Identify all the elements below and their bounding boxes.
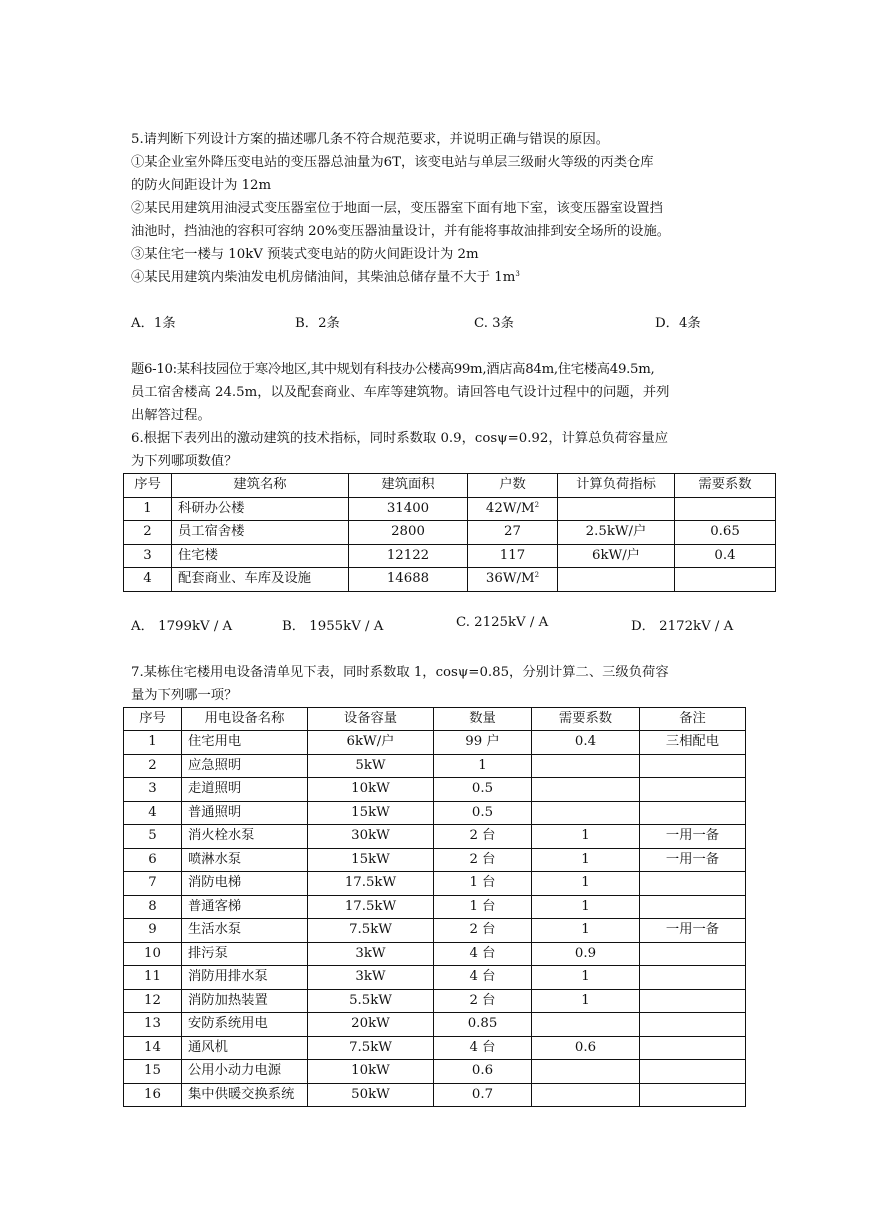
table-row bbox=[124, 1013, 746, 1037]
table-row bbox=[124, 568, 776, 592]
cell-remark bbox=[640, 942, 746, 966]
cell-capacity: 17.5kW bbox=[308, 872, 434, 896]
cell-no: 5 bbox=[124, 825, 182, 849]
cell-coef: 0.4 bbox=[532, 731, 640, 755]
choice-d[interactable]: D．4条 bbox=[655, 316, 701, 331]
cell-no: 4 bbox=[124, 801, 182, 825]
cell-remark bbox=[640, 801, 746, 825]
cell-device-name: 公用小动力电源 bbox=[182, 1060, 308, 1084]
cell-area: 14688 bbox=[349, 568, 468, 592]
q5-item: ③某住宅一楼与 10kV 预装式变电站的防火间距设计为 2m bbox=[131, 247, 479, 262]
cell-capacity: 30kW bbox=[308, 825, 434, 849]
cell-index bbox=[558, 568, 675, 592]
cell-device-name: 喷淋水泵 bbox=[182, 848, 308, 872]
cell-no: 3 bbox=[124, 778, 182, 802]
cell-quantity: 0.5 bbox=[434, 778, 532, 802]
intro-line: 题6-10:某科技园位于寒冷地区,其中规划有科技办公楼高99m,酒店高84m,住宅楼高49.5m, bbox=[131, 362, 655, 377]
choice-c[interactable]: C. 3条 bbox=[474, 316, 514, 331]
cell-capacity: 17.5kW bbox=[308, 895, 434, 919]
cell-coef: 1 bbox=[532, 989, 640, 1013]
cell-quantity: 0.85 bbox=[434, 1013, 532, 1037]
cell-device-name: 消防加热装置 bbox=[182, 989, 308, 1013]
table-row bbox=[124, 1060, 746, 1084]
q5-item: 的防火间距设计为 12m bbox=[131, 178, 272, 193]
cell-quantity: 0.5 bbox=[434, 801, 532, 825]
cell-capacity: 10kW bbox=[308, 1060, 434, 1084]
table-row bbox=[124, 731, 746, 755]
table-row bbox=[124, 497, 776, 521]
cell-coef bbox=[532, 754, 640, 778]
cell-quantity: 1 bbox=[434, 754, 532, 778]
cell-no: 13 bbox=[124, 1013, 182, 1037]
cell-quantity: 2 台 bbox=[434, 825, 532, 849]
cell-device-name: 普通客梯 bbox=[182, 895, 308, 919]
cell-coef: 0.9 bbox=[532, 942, 640, 966]
cell-no: 1 bbox=[124, 497, 172, 521]
cell-remark bbox=[640, 1083, 746, 1107]
cell-remark bbox=[640, 1036, 746, 1060]
cell-quantity: 2 台 bbox=[434, 919, 532, 943]
cell-index: 6kW/户 bbox=[558, 544, 675, 568]
table-row bbox=[124, 521, 776, 545]
cell-device-name: 住宅用电 bbox=[182, 731, 308, 755]
table-row bbox=[124, 778, 746, 802]
cell-coef: 1 bbox=[532, 895, 640, 919]
superscript: 2 bbox=[534, 500, 540, 509]
cell-name: 科研办公楼 bbox=[172, 497, 349, 521]
table-row bbox=[124, 872, 746, 896]
q7-table bbox=[123, 707, 746, 1108]
cell-households-text: 42W/M bbox=[485, 500, 535, 516]
choice-c[interactable]: C. 2125kV / A bbox=[456, 614, 549, 630]
cell-quantity: 1 台 bbox=[434, 872, 532, 896]
cell-remark: 一用一备 bbox=[640, 848, 746, 872]
cell-quantity: 4 台 bbox=[434, 966, 532, 990]
cell-no: 7 bbox=[124, 872, 182, 896]
table-row bbox=[124, 1083, 746, 1107]
choice-b[interactable]: B．2条 bbox=[295, 316, 340, 331]
choice-b[interactable]: B． 1955kV / A bbox=[282, 618, 384, 634]
cell-no: 15 bbox=[124, 1060, 182, 1084]
cell-coef: 1 bbox=[532, 872, 640, 896]
table-row bbox=[124, 848, 746, 872]
cell-households: 117 bbox=[468, 544, 558, 568]
cell-area: 2800 bbox=[349, 521, 468, 545]
cell-remark bbox=[640, 872, 746, 896]
cell-remark bbox=[640, 966, 746, 990]
cell-capacity: 6kW/户 bbox=[308, 731, 434, 755]
cell-remark: 一用一备 bbox=[640, 919, 746, 943]
cell-remark bbox=[640, 989, 746, 1013]
q5-item: ①某企业室外降压变电站的变压器总油量为6T，该变电站与单层三级耐火等级的丙类仓库 bbox=[131, 155, 654, 170]
cell-remark: 一用一备 bbox=[640, 825, 746, 849]
cell-remark bbox=[640, 895, 746, 919]
cell-device-name: 安防系统用电 bbox=[182, 1013, 308, 1037]
cell-device-name: 生活水泵 bbox=[182, 919, 308, 943]
cell-households bbox=[468, 568, 558, 592]
table-row bbox=[124, 801, 746, 825]
cell-coef bbox=[675, 497, 776, 521]
q6-title: 6.根据下表列出的激动建筑的技术指标，同时系数取 0.9，cosψ=0.92，计算总负荷容量应 bbox=[131, 431, 669, 446]
cell-quantity: 99 户 bbox=[434, 731, 532, 755]
q5-item bbox=[131, 266, 745, 289]
header-cell: 需要系数 bbox=[532, 707, 640, 731]
cell-device-name: 应急照明 bbox=[182, 754, 308, 778]
table-row bbox=[124, 966, 746, 990]
cell-no: 3 bbox=[124, 544, 172, 568]
table-header-row bbox=[124, 474, 776, 498]
cell-device-name: 走道照明 bbox=[182, 778, 308, 802]
cell-coef bbox=[532, 1060, 640, 1084]
cell-no: 2 bbox=[124, 754, 182, 778]
cell-coef: 1 bbox=[532, 848, 640, 872]
cell-no: 2 bbox=[124, 521, 172, 545]
table-header-row bbox=[124, 707, 746, 731]
cell-device-name: 消火栓水泵 bbox=[182, 825, 308, 849]
cell-coef: 1 bbox=[532, 825, 640, 849]
cell-quantity: 4 台 bbox=[434, 1036, 532, 1060]
cell-coef: 0.65 bbox=[675, 521, 776, 545]
q5-item4-text: ④某民用建筑内柴油发电机房储油间，其柴油总储存量不大于 1m bbox=[131, 270, 516, 285]
table-row bbox=[124, 544, 776, 568]
header-cell: 建筑面积 bbox=[349, 474, 468, 498]
cell-capacity: 50kW bbox=[308, 1083, 434, 1107]
cell-capacity: 5kW bbox=[308, 754, 434, 778]
header-cell: 需要系数 bbox=[675, 474, 776, 498]
cell-capacity: 5.5kW bbox=[308, 989, 434, 1013]
cell-coef: 1 bbox=[532, 919, 640, 943]
q6-choices bbox=[131, 615, 745, 638]
cell-coef bbox=[532, 1013, 640, 1037]
cell-no: 16 bbox=[124, 1083, 182, 1107]
intro-line: 员工宿舍楼高 24.5m，以及配套商业、车库等建筑物。请回答电气设计过程中的问题，并列 bbox=[131, 385, 670, 400]
header-cell: 序号 bbox=[124, 707, 182, 731]
table-row bbox=[124, 989, 746, 1013]
choice-d[interactable]: D． 2172kV / A bbox=[631, 618, 734, 634]
cell-name: 员工宿舍楼 bbox=[172, 521, 349, 545]
cell-households-text: 36W/M bbox=[485, 571, 535, 587]
cell-capacity: 15kW bbox=[308, 801, 434, 825]
header-cell: 用电设备名称 bbox=[182, 707, 308, 731]
table-row bbox=[124, 895, 746, 919]
superscript: 2 bbox=[534, 571, 540, 580]
cell-device-name: 普通照明 bbox=[182, 801, 308, 825]
cell-capacity: 7.5kW bbox=[308, 1036, 434, 1060]
cell-remark bbox=[640, 754, 746, 778]
cell-name: 配套商业、车库及设施 bbox=[172, 568, 349, 592]
q7-title: 7.某栋住宅楼用电设备清单见下表，同时系数取 1，cosψ=0.85，分别计算二、三级负荷容 bbox=[131, 664, 669, 680]
cell-quantity: 0.7 bbox=[434, 1083, 532, 1107]
cell-no: 11 bbox=[124, 966, 182, 990]
cell-no: 10 bbox=[124, 942, 182, 966]
document-page bbox=[131, 128, 752, 1107]
cell-coef: 0.4 bbox=[675, 544, 776, 568]
cell-quantity: 2 台 bbox=[434, 848, 532, 872]
cell-households: 27 bbox=[468, 521, 558, 545]
cell-no: 1 bbox=[124, 731, 182, 755]
cell-device-name: 通风机 bbox=[182, 1036, 308, 1060]
cell-quantity: 4 台 bbox=[434, 942, 532, 966]
cell-capacity: 3kW bbox=[308, 966, 434, 990]
cell-index bbox=[558, 497, 675, 521]
cell-capacity: 15kW bbox=[308, 848, 434, 872]
cell-device-name: 消防电梯 bbox=[182, 872, 308, 896]
choice-a[interactable]: A．1条 bbox=[131, 316, 176, 331]
cell-coef bbox=[675, 568, 776, 592]
cell-area: 31400 bbox=[349, 497, 468, 521]
q6-title: 为下列哪项数值？ bbox=[131, 454, 238, 469]
cell-name: 住宅楼 bbox=[172, 544, 349, 568]
cell-remark bbox=[640, 778, 746, 802]
cell-capacity: 7.5kW bbox=[308, 919, 434, 943]
cell-no: 6 bbox=[124, 848, 182, 872]
cell-remark: 三相配电 bbox=[640, 731, 746, 755]
cell-quantity: 2 台 bbox=[434, 989, 532, 1013]
table-row bbox=[124, 919, 746, 943]
table-row bbox=[124, 1036, 746, 1060]
cell-remark bbox=[640, 1013, 746, 1037]
cell-households bbox=[468, 497, 558, 521]
cell-coef: 0.6 bbox=[532, 1036, 640, 1060]
cell-coef bbox=[532, 1083, 640, 1107]
q7-title: 量为下列哪一项？ bbox=[131, 687, 238, 703]
table-row bbox=[124, 754, 746, 778]
choice-a[interactable]: A． 1799kV / A bbox=[131, 618, 233, 634]
q5-choices bbox=[131, 312, 745, 335]
cell-capacity: 3kW bbox=[308, 942, 434, 966]
cell-device-name: 集中供暖交换系统 bbox=[182, 1083, 308, 1107]
header-cell: 备注 bbox=[640, 707, 746, 731]
q6-table bbox=[123, 473, 776, 592]
cell-quantity: 0.6 bbox=[434, 1060, 532, 1084]
cell-index: 2.5kW/户 bbox=[558, 521, 675, 545]
cell-no: 4 bbox=[124, 568, 172, 592]
intro-line: 出解答过程。 bbox=[131, 408, 211, 423]
cell-no: 9 bbox=[124, 919, 182, 943]
table-row bbox=[124, 942, 746, 966]
header-cell: 计算负荷指标 bbox=[558, 474, 675, 498]
cell-no: 12 bbox=[124, 989, 182, 1013]
header-cell: 户数 bbox=[468, 474, 558, 498]
cell-quantity: 1 台 bbox=[434, 895, 532, 919]
q5-item: 油池时，挡油池的容积可容纳 20%变压器油量设计，并有能将事故油排到安全场所的设施。 bbox=[131, 224, 671, 239]
q5-item: ②某民用建筑用油浸式变压器室位于地面一层，变压器室下面有地下室，该变压器室设置挡 bbox=[131, 201, 663, 216]
table-row bbox=[124, 825, 746, 849]
cell-area: 12122 bbox=[349, 544, 468, 568]
cell-capacity: 10kW bbox=[308, 778, 434, 802]
q5-title: 5.请判断下列设计方案的描述哪几条不符合规范要求，并说明正确与错误的原因。 bbox=[131, 132, 610, 147]
header-cell: 序号 bbox=[124, 474, 172, 498]
header-cell: 建筑名称 bbox=[172, 474, 349, 498]
cell-no: 8 bbox=[124, 895, 182, 919]
cell-device-name: 排污泵 bbox=[182, 942, 308, 966]
header-cell: 设备容量 bbox=[308, 707, 434, 731]
cell-coef: 1 bbox=[532, 966, 640, 990]
cell-coef bbox=[532, 801, 640, 825]
cell-coef bbox=[532, 778, 640, 802]
cell-remark bbox=[640, 1060, 746, 1084]
header-cell: 数量 bbox=[434, 707, 532, 731]
cell-device-name: 消防用排水泵 bbox=[182, 966, 308, 990]
superscript: 3 bbox=[515, 270, 520, 278]
cell-no: 14 bbox=[124, 1036, 182, 1060]
cell-capacity: 20kW bbox=[308, 1013, 434, 1037]
